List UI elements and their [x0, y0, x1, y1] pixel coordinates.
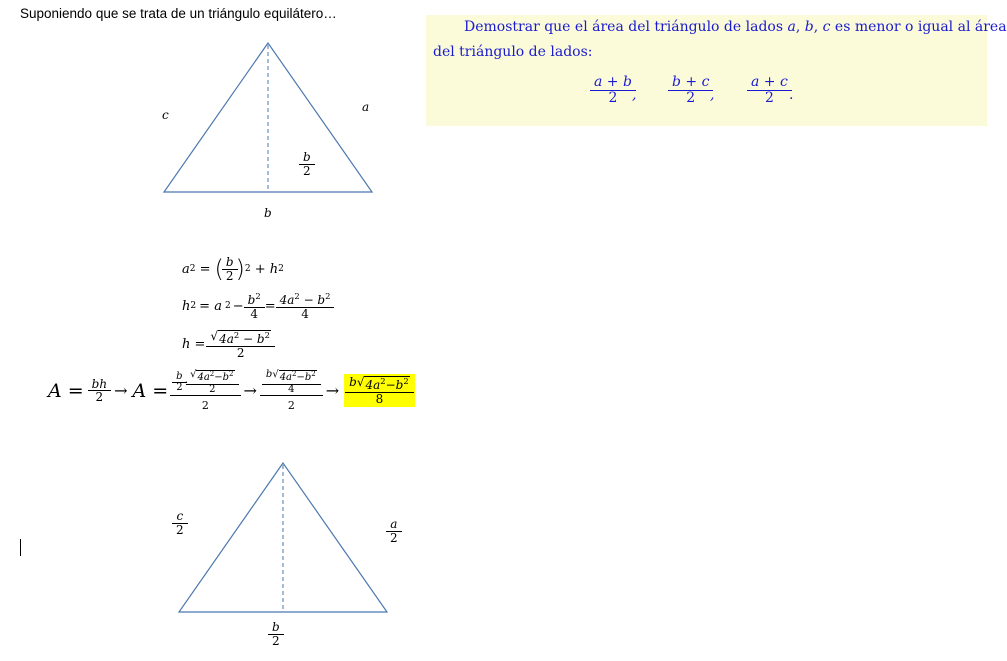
problem-note — [426, 15, 1007, 126]
triangle-2-left-label: $\frac{c}{2}$ — [174, 510, 186, 536]
problem-statement-line1: Demostrar que el área del triángulo de lados a, b, c es menor o igual al área — [464, 19, 1007, 35]
problem-statement-line2: del triángulo de lados: — [433, 44, 593, 60]
triangle-1-label-a: a — [362, 100, 370, 114]
equation-h-squared: h 2 = a 2 − $\frac{b^2}{4}$ = $\frac{4a^2 - b^2}{4}$ — [182, 292, 332, 320]
side-fraction-ac: $\frac{a + c}{2}$ — [749, 75, 790, 105]
triangle-2-base-label: $\frac{b}{2}$ — [270, 621, 282, 647]
side-fraction-ab-punct: , — [632, 87, 637, 103]
triangle-1-half-base: $\frac{b}{2}$ — [301, 151, 313, 177]
triangle-1-label-c: c — [162, 108, 169, 122]
side-fraction-bc-punct: , — [710, 87, 715, 103]
side-fraction-bc: $\frac{b + c}{2}$ — [670, 75, 711, 105]
triangle-1-label-b: b — [264, 206, 272, 220]
side-fraction-ac-punct: . — [789, 87, 794, 103]
heading-text: Suponiendo que se trata de un triángulo equilátero… — [20, 6, 337, 21]
equation-h: h = √ $4a^2 - b^2$ 2 — [182, 330, 273, 359]
side-fraction-ab: $\frac{a + b}{2}$ — [592, 75, 634, 105]
equation-pythagoras: a 2 = ( $\frac{b}{2}$ ) 2 + h 2 — [182, 255, 284, 284]
triangle-2-right-label: $\frac{a}{2}$ — [388, 518, 400, 544]
text-cursor — [20, 539, 21, 556]
equation-area: A = $\frac{bh}{2}$ → A = $\frac{b}{2}$ · √ $4a^2-b^2$ 2 2 → b √ $4a^2-b^2$ 4 2 → b √ $4a^2-b^2$ 8 — [48, 370, 415, 412]
area-result-highlight: b √ $4a^2-b^2$ 8 — [344, 374, 415, 407]
